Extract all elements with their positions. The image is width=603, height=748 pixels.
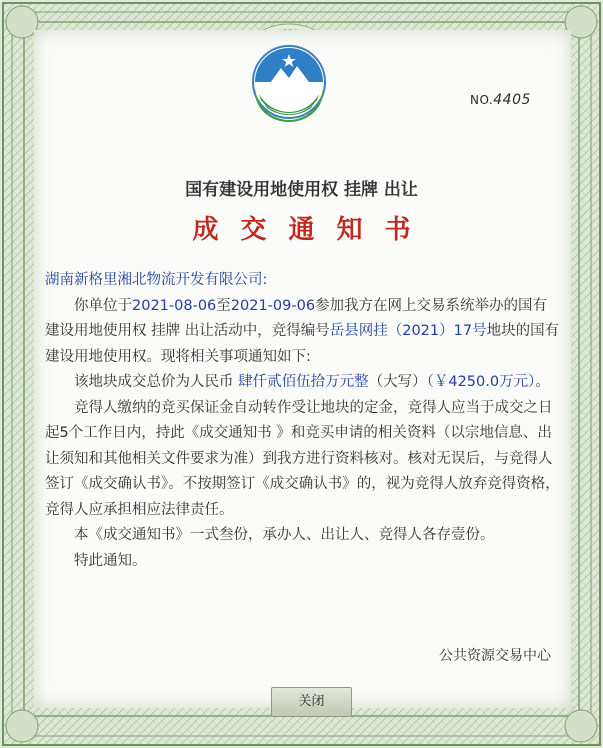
p2-text-3: 。 (535, 374, 550, 390)
p1-text-4: 地块的国有建设用地使用权。现将相关事项通知如下: (45, 323, 560, 365)
notice-body (45, 268, 561, 574)
document-number (470, 92, 531, 108)
end-date: 2021-09-06 (230, 297, 316, 314)
start-date: 2021-08-06 (132, 297, 217, 314)
recipient-name: 湖南新格里湘北物流开发有限公司: (45, 272, 268, 288)
p2-text-2: （大写） (368, 374, 427, 390)
lot-number: 岳县网挂（2021）17号 (329, 323, 487, 339)
p1-text-2: 至 (216, 297, 231, 314)
p2-text-1: 该地块成交总价为人民币 (74, 374, 239, 390)
paragraph-closing: 特此通知。 (74, 552, 147, 569)
amount-in-figures: （￥4250.0万元） (426, 374, 536, 390)
close-button[interactable]: 关闭 (271, 687, 352, 717)
paragraph-copies: 本《成交通知书》一式叁份，承办人、出让人、竞得人各存壹份。 (74, 527, 495, 543)
p1-text-1: 你单位于 (74, 297, 132, 314)
certificate-subtitle: 国有建设用地使用权 挂牌 出让 (185, 180, 418, 200)
public-resource-emblem-icon (249, 42, 329, 122)
p1-text-3: 参加我方在网上交易系统举办的国有建设用地使用权 挂牌 出让活动中，竞得编号 (45, 297, 548, 339)
document-number-value: 4405 (493, 92, 531, 108)
paragraph-price (45, 370, 561, 396)
paragraph-auction-info (45, 294, 561, 371)
issuer-name: 公共资源交易中心 (439, 648, 551, 664)
document-number-prefix: NO. (470, 93, 494, 107)
certificate-title: 成交通知书 (192, 215, 433, 245)
paragraph-deposit-terms: 竞得人缴纳的竞买保证金自动转作受让地块的定金，竞得人应当于成交之日起5个工作日内，持此《成交通知书 》和竞买申请的相关资料（以宗地信息、出让须知和其他相关文件要求为准）到我方进行资料核对。核对无误后，与竞得人签订《成交确认书》。不按期签订《成交确认书》的，视为竞得人放弃竞得资格，竞得人应承担相应法律责任。 (45, 399, 560, 518)
amount-in-words: 肆仟贰佰伍拾万元整 (238, 374, 369, 390)
